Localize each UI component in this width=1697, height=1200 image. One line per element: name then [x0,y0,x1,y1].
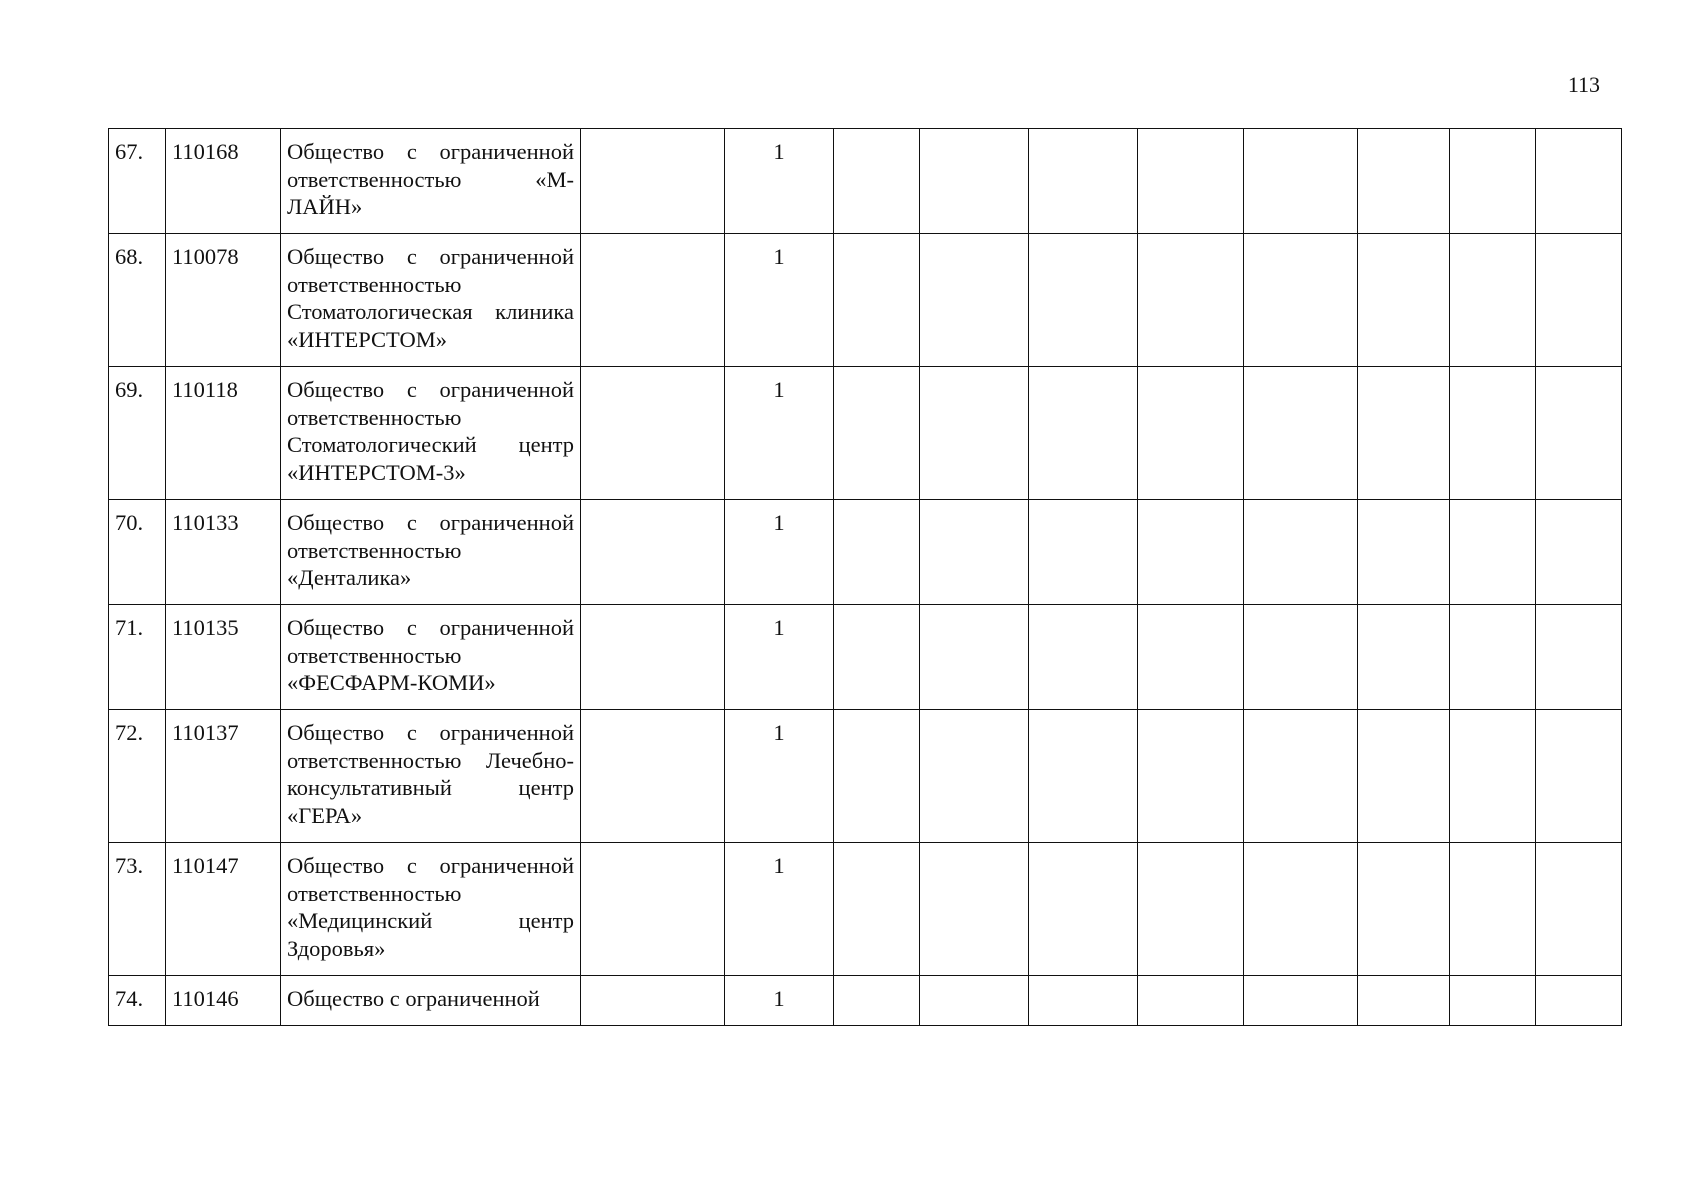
empty-cell [1358,976,1450,1026]
empty-cell [1029,234,1138,367]
empty-cell [920,976,1029,1026]
empty-cell [834,710,920,843]
row-code: 110135 [166,605,281,710]
empty-cell [1244,234,1358,367]
row-number: 69. [109,367,166,500]
row-organization-name: Общество с ограниченной ответственностью «Медицинский центр Здоровья» [281,843,581,976]
empty-cell [581,843,725,976]
row-code: 110078 [166,234,281,367]
row-number: 73. [109,843,166,976]
empty-cell [1029,710,1138,843]
empty-cell [1029,605,1138,710]
empty-cell [1029,500,1138,605]
row-number: 71. [109,605,166,710]
table-row [109,843,1622,976]
empty-cell [1358,367,1450,500]
empty-cell [1138,234,1244,367]
empty-cell [1358,129,1450,234]
empty-cell [834,129,920,234]
empty-cell [1244,605,1358,710]
empty-cell [1450,605,1536,710]
empty-cell [1138,710,1244,843]
empty-cell [920,367,1029,500]
empty-cell [1138,367,1244,500]
empty-cell [1244,500,1358,605]
empty-cell [834,367,920,500]
table-row [109,367,1622,500]
table-row [109,710,1622,843]
empty-cell [1244,367,1358,500]
empty-cell [920,500,1029,605]
empty-cell [1138,976,1244,1026]
empty-cell [1536,843,1622,976]
table-row [109,234,1622,367]
table-row [109,129,1622,234]
empty-cell [1138,500,1244,605]
empty-cell [920,605,1029,710]
empty-cell [1029,129,1138,234]
empty-cell [581,234,725,367]
row-quantity: 1 [725,234,834,367]
empty-cell [834,234,920,367]
empty-cell [834,843,920,976]
empty-cell [834,500,920,605]
empty-cell [1536,500,1622,605]
empty-cell [834,605,920,710]
empty-cell [1536,710,1622,843]
row-organization-name: Общество с ограниченной ответственностью Лечебно-консультативный центр «ГЕРА» [281,710,581,843]
empty-cell [1450,500,1536,605]
empty-cell [1536,129,1622,234]
row-organization-name: Общество с ограниченной ответственностью Стоматологическая клиника «ИНТЕРСТОМ» [281,234,581,367]
row-organization-name: Общество с ограниченной ответственностью «ФЕСФАРМ-КОМИ» [281,605,581,710]
empty-cell [1536,367,1622,500]
empty-cell [1450,129,1536,234]
empty-cell [920,129,1029,234]
empty-cell [1358,234,1450,367]
row-quantity: 1 [725,367,834,500]
empty-cell [1358,843,1450,976]
empty-cell [1450,976,1536,1026]
row-quantity: 1 [725,605,834,710]
empty-cell [1450,710,1536,843]
table-row [109,605,1622,710]
row-organization-name: Общество с ограниченной ответственностью Стоматологический центр «ИНТЕРСТОМ-3» [281,367,581,500]
empty-cell [581,129,725,234]
row-number: 67. [109,129,166,234]
empty-cell [834,976,920,1026]
row-number: 70. [109,500,166,605]
empty-cell [1244,843,1358,976]
empty-cell [1029,976,1138,1026]
page-number: 113 [1567,72,1600,97]
table-row [109,976,1622,1026]
row-quantity: 1 [725,710,834,843]
empty-cell [1358,605,1450,710]
empty-cell [1029,367,1138,500]
row-organization-name: Общество с ограниченной [281,976,581,1026]
empty-cell [581,605,725,710]
empty-cell [581,500,725,605]
organizations-table [108,128,1622,1026]
empty-cell [1029,843,1138,976]
empty-cell [1450,843,1536,976]
empty-cell [1536,976,1622,1026]
empty-cell [1450,234,1536,367]
row-number: 74. [109,976,166,1026]
row-number: 72. [109,710,166,843]
table-row [109,500,1622,605]
empty-cell [1138,843,1244,976]
empty-cell [1244,129,1358,234]
row-quantity: 1 [725,976,834,1026]
empty-cell [1536,605,1622,710]
empty-cell [1450,367,1536,500]
row-quantity: 1 [725,500,834,605]
empty-cell [581,367,725,500]
empty-cell [1244,710,1358,843]
row-code: 110118 [166,367,281,500]
row-code: 110146 [166,976,281,1026]
row-code: 110133 [166,500,281,605]
row-quantity: 1 [725,843,834,976]
empty-cell [920,710,1029,843]
row-code: 110137 [166,710,281,843]
row-organization-name: Общество с ограниченной ответственностью «М-ЛАЙН» [281,129,581,234]
row-organization-name: Общество с ограниченной ответственностью «Денталика» [281,500,581,605]
empty-cell [920,234,1029,367]
row-number: 68. [109,234,166,367]
empty-cell [581,976,725,1026]
empty-cell [1358,500,1450,605]
empty-cell [920,843,1029,976]
row-code: 110168 [166,129,281,234]
empty-cell [581,710,725,843]
row-code: 110147 [166,843,281,976]
empty-cell [1244,976,1358,1026]
empty-cell [1358,710,1450,843]
empty-cell [1536,234,1622,367]
empty-cell [1138,605,1244,710]
empty-cell [1138,129,1244,234]
row-quantity: 1 [725,129,834,234]
